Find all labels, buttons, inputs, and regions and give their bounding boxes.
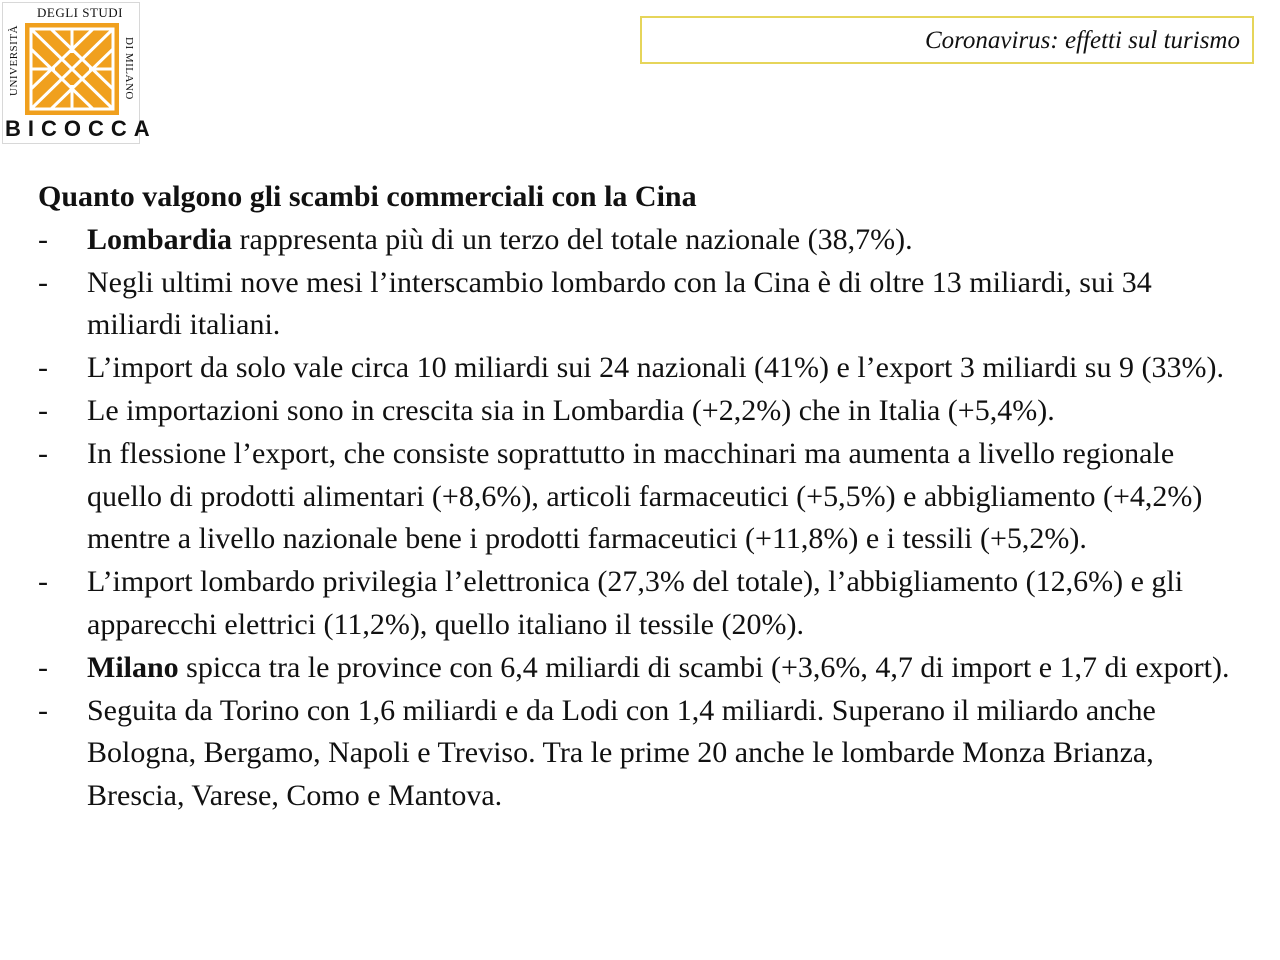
bullet-item <box>38 561 1248 647</box>
bullet-dash: - <box>38 693 48 727</box>
bullet-bold-lead: Lombardia <box>87 222 233 256</box>
bullet-text: rappresenta più di un terzo del totale nazionale (38,7%). <box>232 222 913 256</box>
logo-text-degli-studi: DEGLI STUDI <box>36 5 123 20</box>
bullet-item <box>38 219 1248 262</box>
bullet-text: L’import lombardo privilegia l’elettronica (27,3% del totale), l’abbigliamento (12,6%) e gli apparecchi elettrici (11,2%), quello italiano il tessile (20%). <box>87 565 1184 641</box>
logo-text-di-milano: DI MILANO <box>123 36 135 100</box>
bullet-item <box>38 262 1248 348</box>
bullet-dash: - <box>38 351 48 385</box>
bullet-dash: - <box>38 565 48 599</box>
bullet-text: Negli ultimi nove mesi l’interscambio lombardo con la Cina è di oltre 13 miliardi, sui 34 miliardi italiani. <box>87 265 1152 342</box>
logo-text-bicocca: BICOCCA <box>5 116 157 141</box>
bullet-item <box>38 347 1248 390</box>
bullet-item <box>38 390 1248 433</box>
header-banner <box>640 16 1254 64</box>
bullet-text: In flessione l’export, che consiste soprattutto in macchinari ma aumenta a livello regionale quello di prodotti alimentari (+8,6%), articoli farmaceutici (+5,5%) e abbigliamento (+4,2%) mentre a livello nazionale bene i prodotti farmaceutici (+11,8%) e i tessili (+5,2%). <box>87 436 1203 556</box>
bullet-item <box>38 433 1248 561</box>
bullet-dash: - <box>38 650 48 684</box>
bullet-list <box>38 219 1248 818</box>
bullet-item <box>38 647 1248 690</box>
bullet-dash: - <box>38 436 48 470</box>
bullet-dash: - <box>38 393 48 427</box>
header-title: Coronavirus: effetti sul turismo <box>924 27 1240 54</box>
logo-text-universita: UNIVERSITÀ <box>8 25 20 97</box>
bullet-bold-lead: Milano <box>87 650 179 684</box>
university-logo <box>2 2 157 144</box>
bullet-text: spicca tra le province con 6,4 miliardi di scambi (+3,6%, 4,7 di import e 1,7 di export). <box>178 650 1230 684</box>
bullet-text: Seguita da Torino con 1,6 miliardi e da Lodi con 1,4 miliardi. Superano il miliardo anche Bologna, Bergamo, Napoli e Treviso. Tra le prime 20 anche le lombarde Monza Brianza, Brescia, Varese, Como e Mantova. <box>87 693 1156 813</box>
bullet-dash: - <box>38 265 48 299</box>
bullet-dash: - <box>38 222 48 256</box>
slide-heading: Quanto valgono gli scambi commerciali con la Cina <box>38 180 697 213</box>
bullet-text: L’import da solo vale circa 10 miliardi sui 24 nazionali (41%) e l’export 3 miliardi su 9 (33%). <box>87 351 1224 385</box>
bullet-text: Le importazioni sono in crescita sia in Lombardia (+2,2%) che in Italia (+5,4%). <box>87 393 1055 427</box>
logo-emblem-icon <box>25 23 119 115</box>
bullet-item <box>38 690 1248 818</box>
slide-content <box>38 176 1248 818</box>
